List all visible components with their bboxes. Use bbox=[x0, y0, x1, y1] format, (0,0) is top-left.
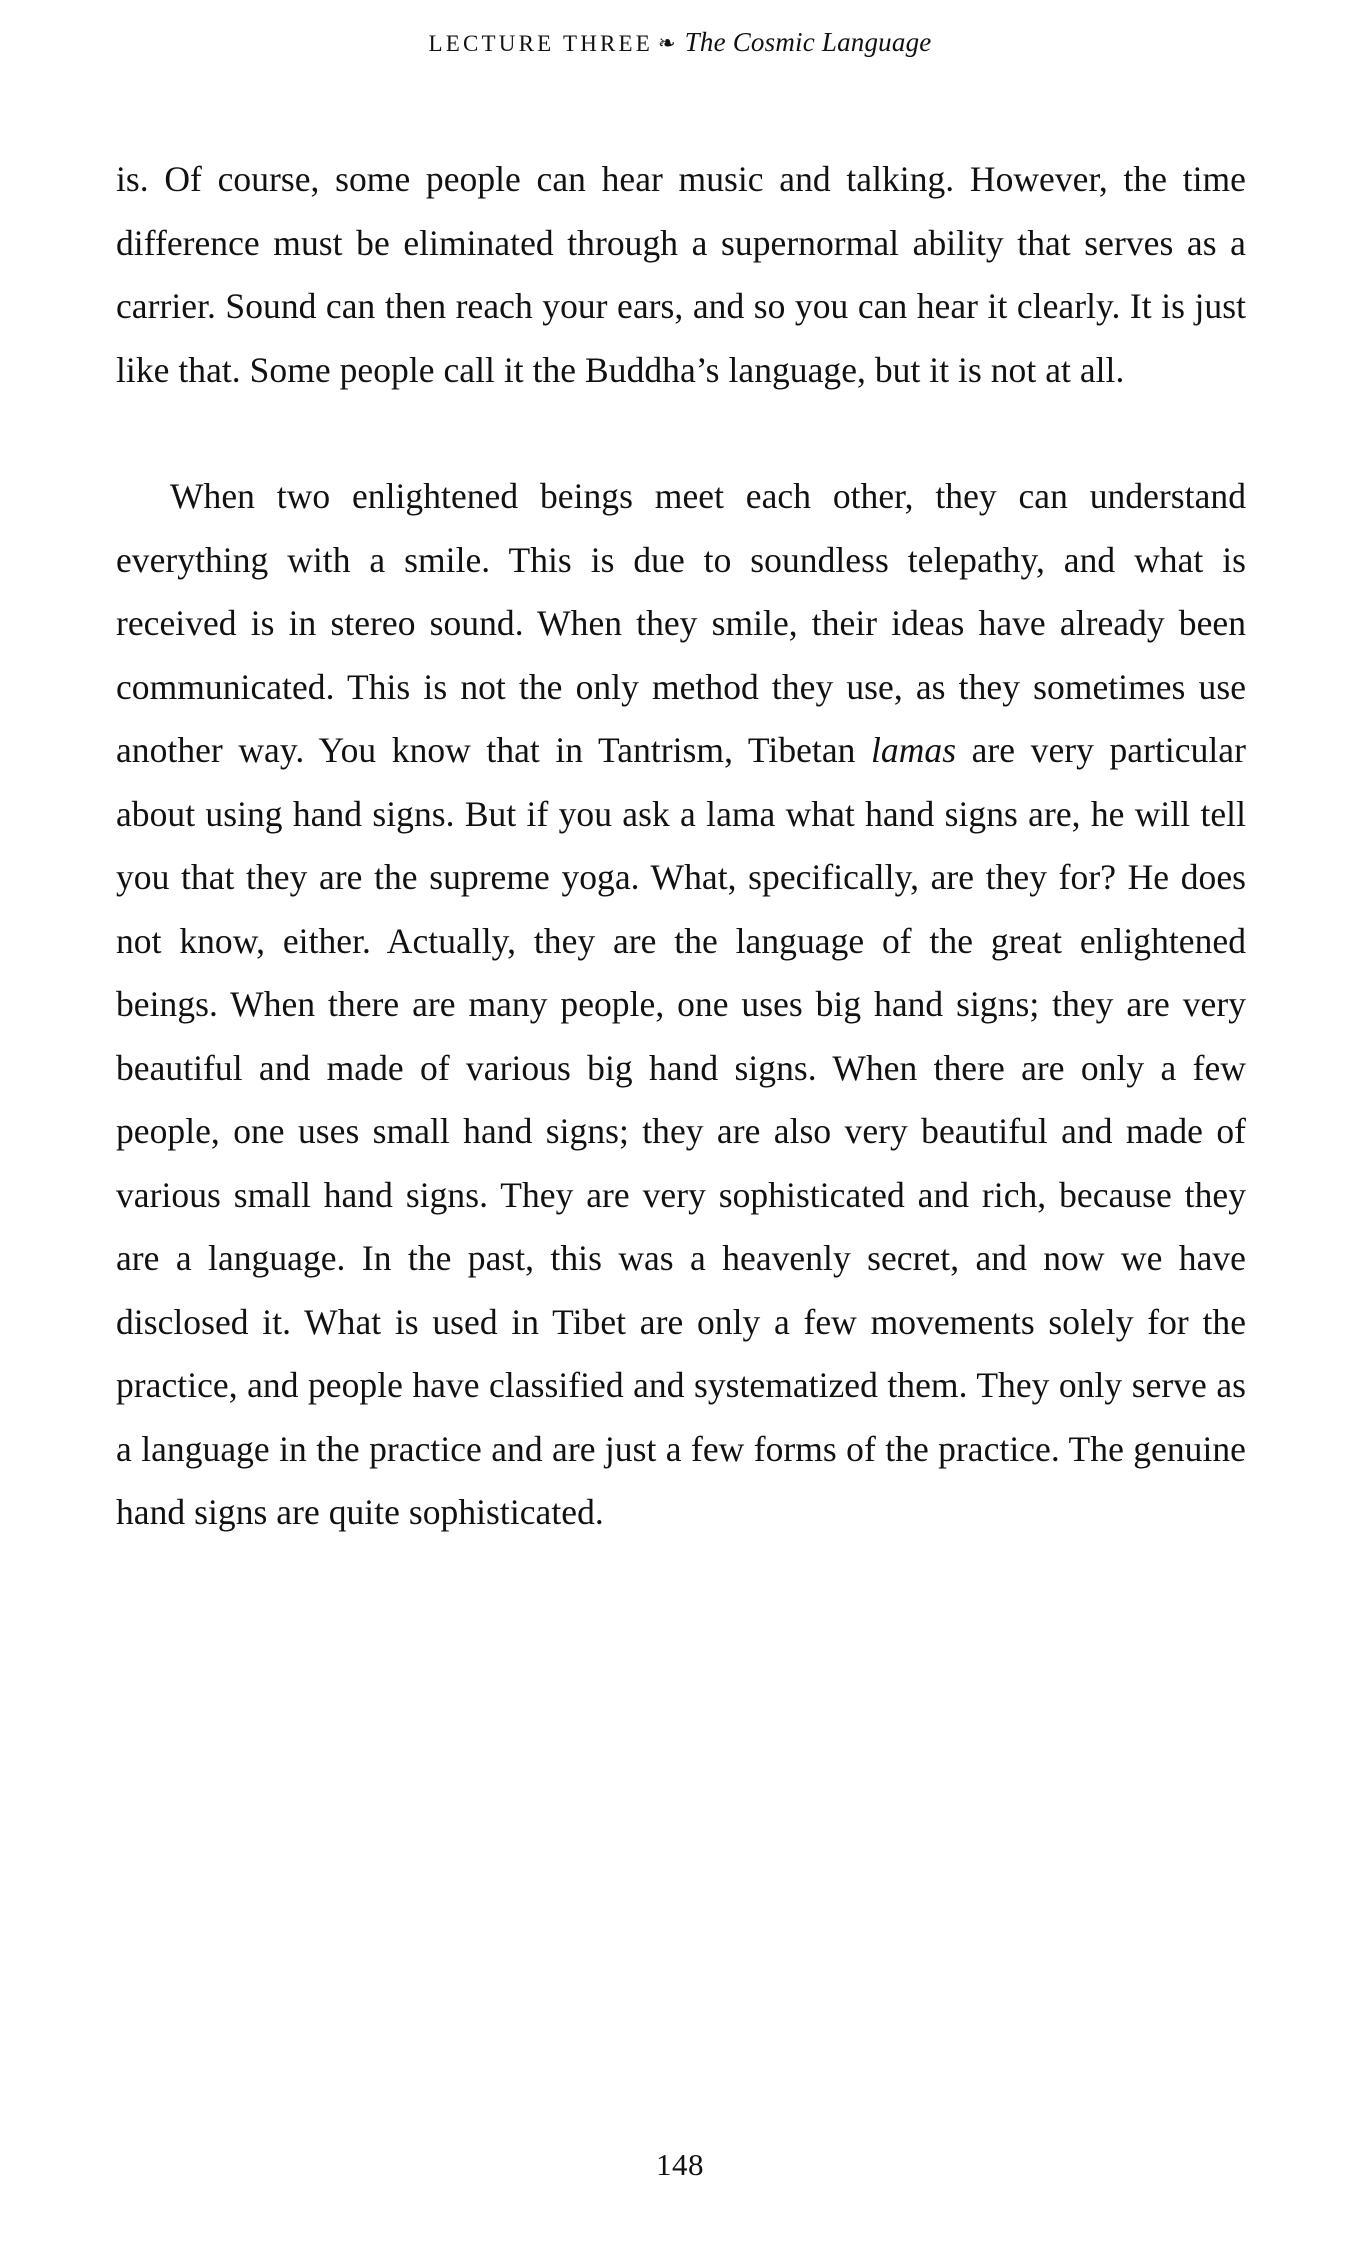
italic-term-lamas: lamas bbox=[871, 730, 957, 770]
paragraph-text-part-1: When two enlightened beings meet each other, they can understand everything with a smile. This is due to soundless telepathy, and what is received is in stereo sound. When they smile, their ideas have already been communicated. This is not the only method they use, as they sometimes use another way. You know that in Tantrism, Tibetan bbox=[116, 476, 1246, 770]
running-head-book-title: The Cosmic Language bbox=[684, 27, 932, 57]
paragraph-text-part-2: are very particular about using hand signs. But if you ask a lama what hand signs are, he will tell you that they are the supreme yoga. What, specifically, are they for? He does not know, either. Actually, they are the language of the great enlightened beings. When there are many people, one uses big hand signs; they are very beautiful and made of various big hand signs. When there are only a few people, one uses small hand signs; they are also very beautiful and made of various small hand signs. They are very sophisticated and rich, because they are a language. In the past, this was a heavenly secret, and now we have disclosed it. What is used in Tibet are only a few movements solely for the practice, and people have classified and systematized them. They only serve as a language in the practice and are just a few forms of the practice. The genuine hand signs are quite sophisticated. bbox=[116, 730, 1246, 1532]
running-head bbox=[0, 26, 1360, 59]
running-head-lecture-label: LECTURE THREE bbox=[428, 31, 654, 56]
paragraph-enlightened-beings bbox=[116, 465, 1246, 1545]
paragraph-continuation: is. Of course, some people can hear music and talking. However, the time difference must be eliminated through a supernormal ability that serves as a carrier. Sound can then reach your ears, and so you can hear it clearly. It is just like that. Some people call it the Buddha’s language, but it is not at all. bbox=[116, 159, 1246, 390]
page-number: 148 bbox=[656, 2147, 704, 2182]
leaf-ornament-icon: ❧ bbox=[658, 31, 676, 55]
body-text-block bbox=[116, 148, 1246, 1545]
